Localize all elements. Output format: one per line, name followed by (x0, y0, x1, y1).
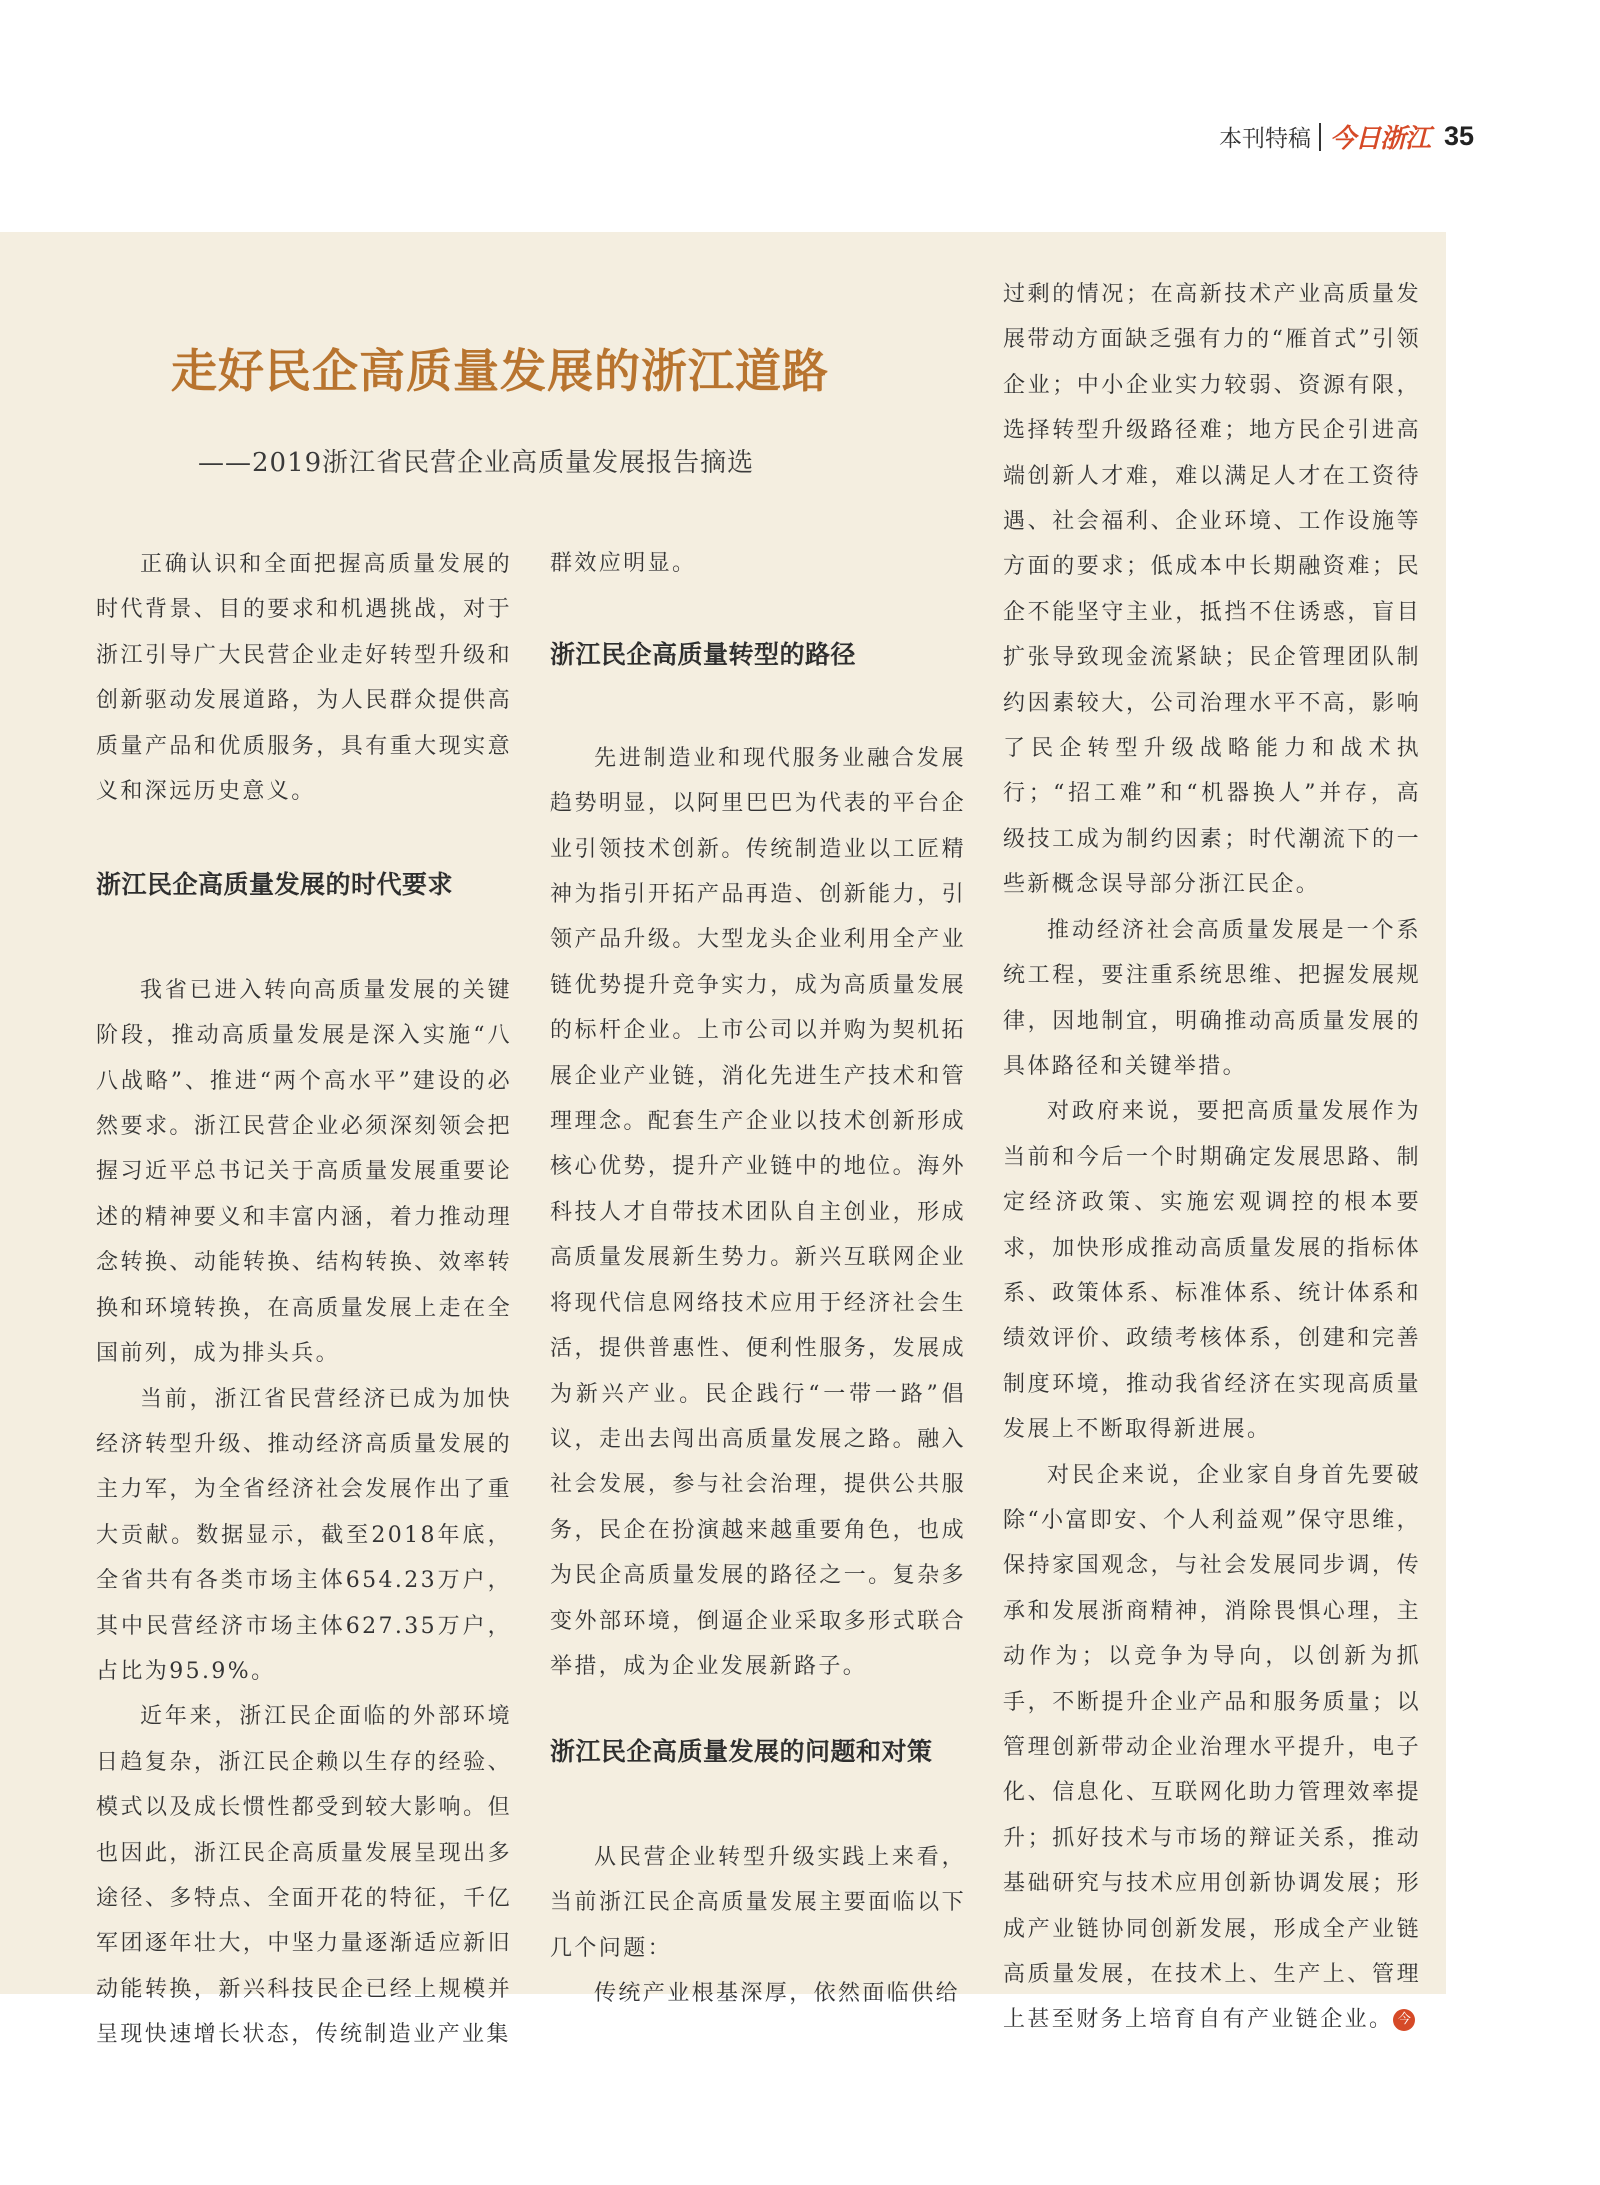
body-paragraph (1003, 1453, 1421, 2043)
column-2 (550, 541, 966, 2016)
page-header (1219, 118, 1474, 155)
section-heading: 浙江民企高质量发展的时代要求 (96, 870, 454, 900)
section-heading: 浙江民企高质量发展的问题和对策 (550, 1737, 933, 1767)
section-heading: 浙江民企高质量转型的路径 (550, 640, 857, 670)
body-paragraph: 群效应明显。 (550, 551, 697, 576)
column-1 (96, 542, 512, 2058)
magazine-logo: 今日浙江 (1329, 124, 1430, 154)
body-paragraph: 当前，浙江省民营经济已成为加快经济转型升级、推动经济高质量发展的主力军，为全省经济社会发展作出了重大贡献。数据显示，截至2018年底，全省共有各类市场主体654.23万户，其中民营经济市场主体627.35万户，占比为95.9%。 (96, 1386, 512, 1684)
body-paragraph: 近年来，浙江民企面临的外部环境日趋复杂，浙江民企赖以生存的经验、模式以及成长惯性都受到较大影响。但也因此，浙江民企高质量发展呈现出多途径、多特点、全面开花的特征，千亿军团逐年壮大，中坚力量逐渐适应新旧动能转换，新兴科技民企已经上规模并呈现快速增长状态，传统制造业产业集 (96, 1704, 512, 2048)
column-3 (1003, 272, 1421, 2043)
body-paragraph: 从民营企业转型升级实践上来看，当前浙江民企高质量发展主要面临以下几个问题： (550, 1844, 966, 1961)
body-paragraph: 过剩的情况；在高新技术产业高质量发展带动方面缺乏强有力的“雁首式”引领企业；中小企业实力较弱、资源有限，选择转型升级路径难；地方民企引进高端创新人才难，难以满足人才在工资待遇、社会福利、企业环境、工作设施等方面的要求；低成本中长期融资难；民企不能坚守主业，抵挡不住诱惑，盲目扩张导致现金流紧缺；民企管理团队制约因素较大，公司治理水平不高，影响了民企转型升级战略能力和战术执行；“招工难”和“机器换人”并存，高级技工成为制约因素；时代潮流下的一些新概念误导部分浙江民企。 (1003, 282, 1421, 898)
page-number: 35 (1443, 121, 1474, 151)
final-paragraph-text: 对民企来说，企业家自身首先要破除“小富即安、个人利益观”保守思维，保持家国观念，与社会发展同步调，传承和发展浙商精神，消除畏惧心理，主动作为；以竞争为导向，以创新为抓手，不断提升企业产品和服务质量；以管理创新带动企业治理水平提升，电子化、信息化、互联网化助力管理效率提升；抓好技术与市场的辩证关系，推动基础研究与技术应用创新协调发展；形成产业链协同创新发展，形成全产业链高质量发展，在技术上、生产上、管理上甚至财务上培育自有产业链企业。 (1003, 1462, 1421, 2033)
intro-paragraph: 正确认识和全面把握高质量发展的时代背景、目的要求和机遇挑战，对于浙江引导广大民营企业走好转型升级和创新驱动发展道路，为人民群众提供高质量产品和优质服务，具有重大现实意义和深远历史意义。 (96, 552, 512, 805)
body-paragraph: 先进制造业和现代服务业融合发展趋势明显，以阿里巴巴为代表的平台企业引领技术创新。传统制造业以工匠精神为指引开拓产品再造、创新能力，引领产品升级。大型龙头企业利用全产业链优势提升竞争实力，成为高质量发展的标杆企业。上市公司以并购为契机拓展企业产业链，消化先进生产技术和管理理念。配套生产企业以技术创新形成核心优势，提升产业链中的地位。海外科技人才自带技术团队自主创业，形成高质量发展新生势力。新兴互联网企业将现代信息网络技术应用于经济社会生活，提供普惠性、便利性服务，发展成为新兴产业。民企践行“一带一路”倡议，走出去闯出高质量发展之路。融入社会发展，参与社会治理，提供公共服务，民企在扮演越来越重要角色，也成为民企高质量发展的路径之一。复杂多变外部环境，倒逼企业采取多形式联合举措，成为企业发展新路子。 (550, 745, 966, 1679)
body-paragraph: 我省已进入转向高质量发展的关键阶段，推动高质量发展是深入实施“八八战略”、推进“两个高水平”建设的必然要求。浙江民营企业必须深刻领会把握习近平总书记关于高质量发展重要论述的精神要义和丰富内涵，着力推动理念转换、动能转换、结构转换、效率转换和环境转换，在高质量发展上走在全国前列，成为排头兵。 (96, 977, 512, 1367)
body-paragraph: 推动经济社会高质量发展是一个系统工程，要注重系统思维、把握发展规律，因地制宜，明确推动高质量发展的具体路径和关键举措。 (1003, 917, 1421, 1079)
section-label: 本刊特稿 (1218, 126, 1311, 152)
article-subtitle: ——2019浙江省民营企业高质量发展报告摘选 (198, 448, 755, 478)
end-mark-icon: 今 (1393, 2009, 1415, 2031)
body-paragraph: 传统产业根基深厚，依然面临供给 (594, 1980, 961, 2006)
article-title: 走好民企高质量发展的浙江道路 (171, 344, 829, 398)
body-paragraph: 对政府来说，要把高质量发展作为当前和今后一个时期确定发展思路、制定经济政策、实施宏观调控的根本要求，加快形成推动高质量发展的指标体系、政策体系、标准体系、统计体系和绩效评价、政绩考核体系，创建和完善制度环境，推动我省经济在实现高质量发展上不断取得新进展。 (1003, 1099, 1421, 1443)
header-divider (1319, 123, 1321, 151)
